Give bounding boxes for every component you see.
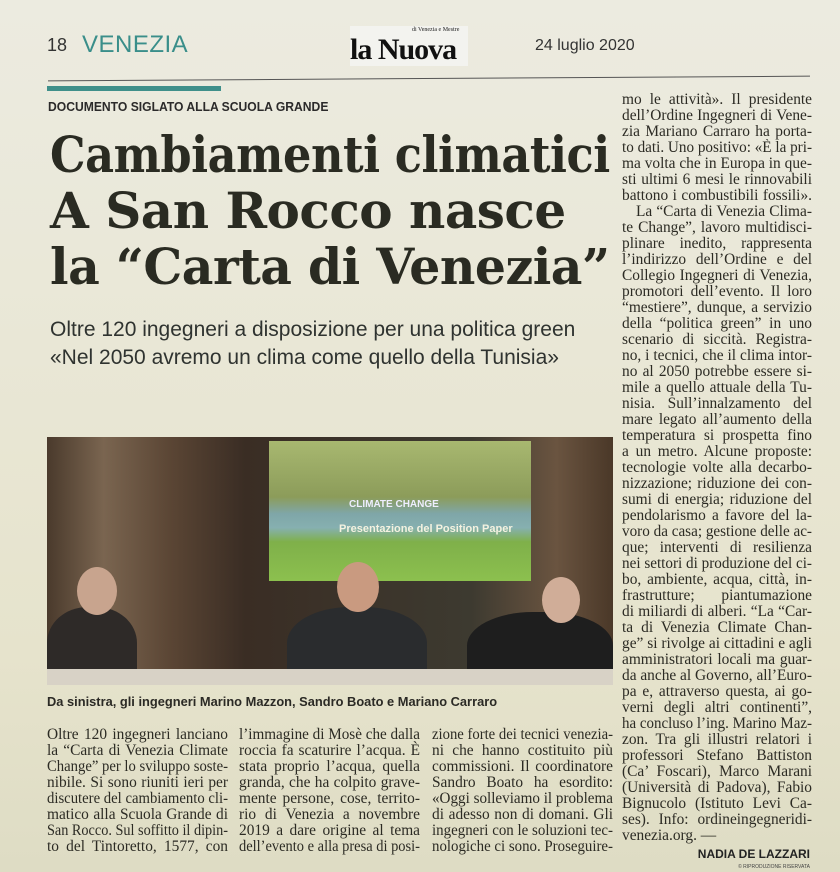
byline: NADIA DE LAZZARI <box>697 847 810 861</box>
article-photo <box>47 437 613 685</box>
text-line <box>622 652 812 668</box>
text-line <box>47 791 228 807</box>
text-line <box>622 828 812 844</box>
text-line <box>622 492 812 508</box>
text-line <box>622 444 812 460</box>
text-line <box>622 732 812 748</box>
text-line-content: sumi di energia; riduzione del <box>622 491 812 508</box>
headline-line-1: Cambiamenti climatici <box>50 125 610 184</box>
text-line <box>622 412 812 428</box>
page-number: 18 <box>47 35 68 55</box>
text-line-content: nei settori di produzione del ci- <box>622 555 812 572</box>
text-line-content: ingegneri con le soluzioni tec- <box>432 822 613 839</box>
text-line <box>622 508 812 524</box>
text-line <box>622 188 812 204</box>
body-column-2 <box>239 727 420 855</box>
text-line-content: to del Tintoretto, 1577, con <box>47 838 228 855</box>
text-line <box>432 807 613 823</box>
text-line-content: La “Carta di Venezia Clima- <box>636 203 812 220</box>
person-left-head <box>77 567 117 615</box>
subheadline-line-2: «Nel 2050 avremo un clima come quello della Tunisia» <box>50 346 559 369</box>
text-line-content: matico alla Scuola Grande di <box>47 806 228 823</box>
text-line-content: Change” per lo sviluppo soste- <box>47 758 228 775</box>
screen-title: CLIMATE CHANGE <box>349 499 439 510</box>
text-line <box>622 172 812 188</box>
text-line-content: plinare inedito, rappresenta <box>622 235 812 252</box>
newspaper-logo <box>350 26 468 66</box>
text-line-content: ses). Info: ordineingegneridi- <box>622 811 812 828</box>
person-right-head <box>542 577 580 623</box>
text-line <box>432 759 613 775</box>
text-line-content: verni degli altri continenti”, <box>622 699 812 716</box>
text-line <box>622 156 812 172</box>
text-line <box>622 380 812 396</box>
text-line-content: Bignucolo (Istituto Levi Ca- <box>622 795 812 812</box>
person-center-head <box>337 562 379 612</box>
text-line-content: ta di Venezia Climate Chan- <box>622 619 812 636</box>
text-line <box>622 348 812 364</box>
text-line <box>622 220 812 236</box>
text-line-content: pa e, attraverso questa, ai go- <box>622 683 812 700</box>
text-line-content: granda, che ha colpito grave- <box>239 774 420 791</box>
text-line-content: nizzazione; riduzione dei con- <box>622 475 812 492</box>
text-line <box>622 268 812 284</box>
text-line-content: zon. Tra gli illustri relatori i <box>622 731 812 748</box>
text-line-content: Oltre 120 ingegneri lanciano <box>47 726 228 743</box>
text-line <box>239 727 420 743</box>
text-line-content: te Change”, lavoro multidisci- <box>622 219 812 236</box>
text-line <box>47 823 228 839</box>
text-line <box>47 807 228 823</box>
copyright-notice: © RIPRODUZIONE RISERVATA <box>738 864 810 870</box>
text-line <box>622 764 812 780</box>
photo-caption: Da sinistra, gli ingegneri Marino Mazzon, Sandro Boato e Mariano Carraro <box>47 694 498 709</box>
text-line-content: stata proprio l’acqua, quella <box>239 758 420 775</box>
body-column-4 <box>622 92 812 844</box>
screen-subtitle: Presentazione del Position Paper <box>339 523 513 535</box>
text-line <box>432 743 613 759</box>
text-line-content: frastrutture; piantumazione <box>622 587 812 604</box>
text-line <box>47 775 228 791</box>
text-line-content: bo, ambiente, acqua, città, in- <box>622 571 812 588</box>
text-line-content: zione forte dei tecnici venezia- <box>432 726 613 743</box>
text-line <box>622 748 812 764</box>
text-line <box>622 524 812 540</box>
headline-line-3: la “Carta di Venezia” <box>50 237 610 296</box>
text-line-content: roccia fa scaturire l’acqua. È <box>239 742 420 759</box>
text-line <box>47 727 228 743</box>
accent-bar <box>47 86 221 91</box>
text-line-content: mente persone, cose, territo- <box>239 790 420 807</box>
text-line <box>432 791 613 807</box>
text-line <box>622 300 812 316</box>
text-line <box>622 332 812 348</box>
text-line-content: professori Stefano Battiston <box>622 747 812 764</box>
text-line <box>622 636 812 652</box>
text-line <box>622 92 812 108</box>
text-line <box>47 759 228 775</box>
text-line <box>432 839 613 855</box>
text-line <box>239 823 420 839</box>
text-line <box>622 364 812 380</box>
logo-name: la Nuova <box>350 33 457 66</box>
text-line <box>622 252 812 268</box>
body-column-1 <box>47 727 228 855</box>
text-line-content: “mestiere”, dunque, a servizio <box>622 299 812 316</box>
text-line-content: dell’Ordine Ingegneri di Vene- <box>622 107 812 124</box>
body-column-3 <box>432 727 613 855</box>
text-line <box>622 108 812 124</box>
projection-screen <box>269 441 531 581</box>
text-line <box>432 727 613 743</box>
subheadline-line-1: Oltre 120 ingegneri a disposizione per una politica green <box>50 318 576 341</box>
text-line-content: scenario di siccità. Registra- <box>622 331 812 348</box>
headline-line-2: A San Rocco nasce <box>50 181 566 240</box>
text-line <box>239 839 420 855</box>
text-line-content: a un metro. Alcune proposte: <box>622 443 812 460</box>
text-line <box>47 743 228 759</box>
text-line-content: voro da casa; gestione delle ac- <box>622 523 812 540</box>
text-line <box>622 476 812 492</box>
text-line <box>239 791 420 807</box>
text-line <box>432 775 613 791</box>
text-line-content: nibile. Si sono riuniti ieri per <box>47 774 228 791</box>
text-line-content: promotori dell’evento. Il loro <box>622 283 812 300</box>
logo-subtitle: di Venezia e Mestre <box>412 27 460 33</box>
text-line-content: ni che hanno costituito più <box>432 742 613 759</box>
text-line-content: commissioni. Il coordinatore <box>432 758 613 775</box>
text-line <box>622 668 812 684</box>
text-line-content: battono i combustibili fossili». <box>622 187 812 204</box>
text-line <box>622 780 812 796</box>
text-line-content: «Oggi solleviamo il problema <box>432 790 613 807</box>
text-line <box>239 743 420 759</box>
text-line-content: l’indirizzo dell’Ordine e del <box>622 251 812 268</box>
text-line-content: ge” si rivolge ai cittadini e agli <box>622 635 812 652</box>
text-line-content: ha concluso l’ing. Marino Maz- <box>622 715 812 732</box>
text-line-content: (Università di Padova), Fabio <box>622 779 812 796</box>
text-line <box>622 684 812 700</box>
header-rule <box>48 76 810 82</box>
text-line <box>622 700 812 716</box>
text-line-content: la “Carta di Venezia Climate <box>47 742 228 759</box>
text-line <box>622 556 812 572</box>
text-line-content: ma volta che in Europa in que- <box>622 155 812 172</box>
text-line <box>622 396 812 412</box>
text-line-content: que; interventi di resilienza <box>622 539 812 556</box>
text-line <box>622 812 812 828</box>
text-line <box>622 572 812 588</box>
text-line <box>622 604 812 620</box>
text-line <box>47 839 228 855</box>
text-line-content: amministratori locali ma guar- <box>622 651 812 668</box>
kicker: DOCUMENTO SIGLATO ALLA SCUOLA GRANDE <box>48 99 329 114</box>
text-line <box>239 775 420 791</box>
issue-date: 24 luglio 2020 <box>535 37 635 54</box>
text-line <box>622 588 812 604</box>
text-line <box>622 204 812 220</box>
text-line-content: da anche al Governo, all’Euro- <box>622 667 812 684</box>
text-line-content: rio di Venezia a novembre <box>239 806 420 823</box>
text-line <box>239 759 420 775</box>
text-line-content: pendolarismo a favore del la- <box>622 507 812 524</box>
text-line-content: della “politica green” in uno <box>622 315 812 332</box>
text-line-content: zia Mariano Carraro ha porta- <box>622 123 812 140</box>
text-line-content: nisia. Sull’innalzamento del <box>622 395 812 412</box>
text-line <box>432 823 613 839</box>
text-line-content: discutere del cambiamento cli- <box>47 790 228 807</box>
text-line-content: Collegio Ingegneri di Venezia, <box>622 267 812 284</box>
text-line-content: tecnologie volte alla decarbo- <box>622 459 812 476</box>
text-line <box>622 796 812 812</box>
text-line-content: venezia.org. — <box>622 827 717 844</box>
text-line <box>622 716 812 732</box>
text-line-content: mare legato all’aumento della <box>622 411 812 428</box>
text-line-content: dell’evento e alla presa di posi- <box>239 838 420 855</box>
text-line <box>622 620 812 636</box>
text-line-content: l’immagine di Mosè che dalla <box>239 726 420 743</box>
section-title: VENEZIA <box>82 31 189 58</box>
text-line <box>622 124 812 140</box>
text-line-content: San Rocco. Sul soffitto il dipin- <box>47 822 228 839</box>
text-line-content: sti ultimi 6 mesi le rinnovabili <box>622 171 812 188</box>
text-line-content: 2019 a dare origine al tema <box>239 822 420 839</box>
text-line <box>622 140 812 156</box>
text-line-content: Sandro Boato ha esordito: <box>432 774 613 791</box>
text-line <box>622 284 812 300</box>
text-line <box>622 236 812 252</box>
text-line-content: nologiche ci sono. Proseguire- <box>432 838 613 855</box>
text-line-content: (Ca’ Foscari), Marco Marani <box>622 763 812 780</box>
conference-table <box>47 669 613 685</box>
text-line <box>622 460 812 476</box>
text-line-content: no, i tecnici, che il clima intor- <box>622 347 812 364</box>
text-line-content: di miliardi di alberi. “La “Car- <box>622 603 812 620</box>
text-line <box>622 428 812 444</box>
text-line <box>239 807 420 823</box>
text-line-content: temperatura si prospetta fino <box>622 427 812 444</box>
text-line-content: to dati. Uno positivo: «È la pri- <box>622 139 812 156</box>
text-line <box>622 540 812 556</box>
text-line-content: mile a quello attuale della Tu- <box>622 379 812 396</box>
text-line-content: di adesso non di domani. Gli <box>432 806 613 823</box>
text-line <box>622 316 812 332</box>
text-line-content: mo le attività». Il presidente <box>622 91 812 108</box>
text-line-content: no al 2050 potrebbe essere si- <box>622 363 812 380</box>
